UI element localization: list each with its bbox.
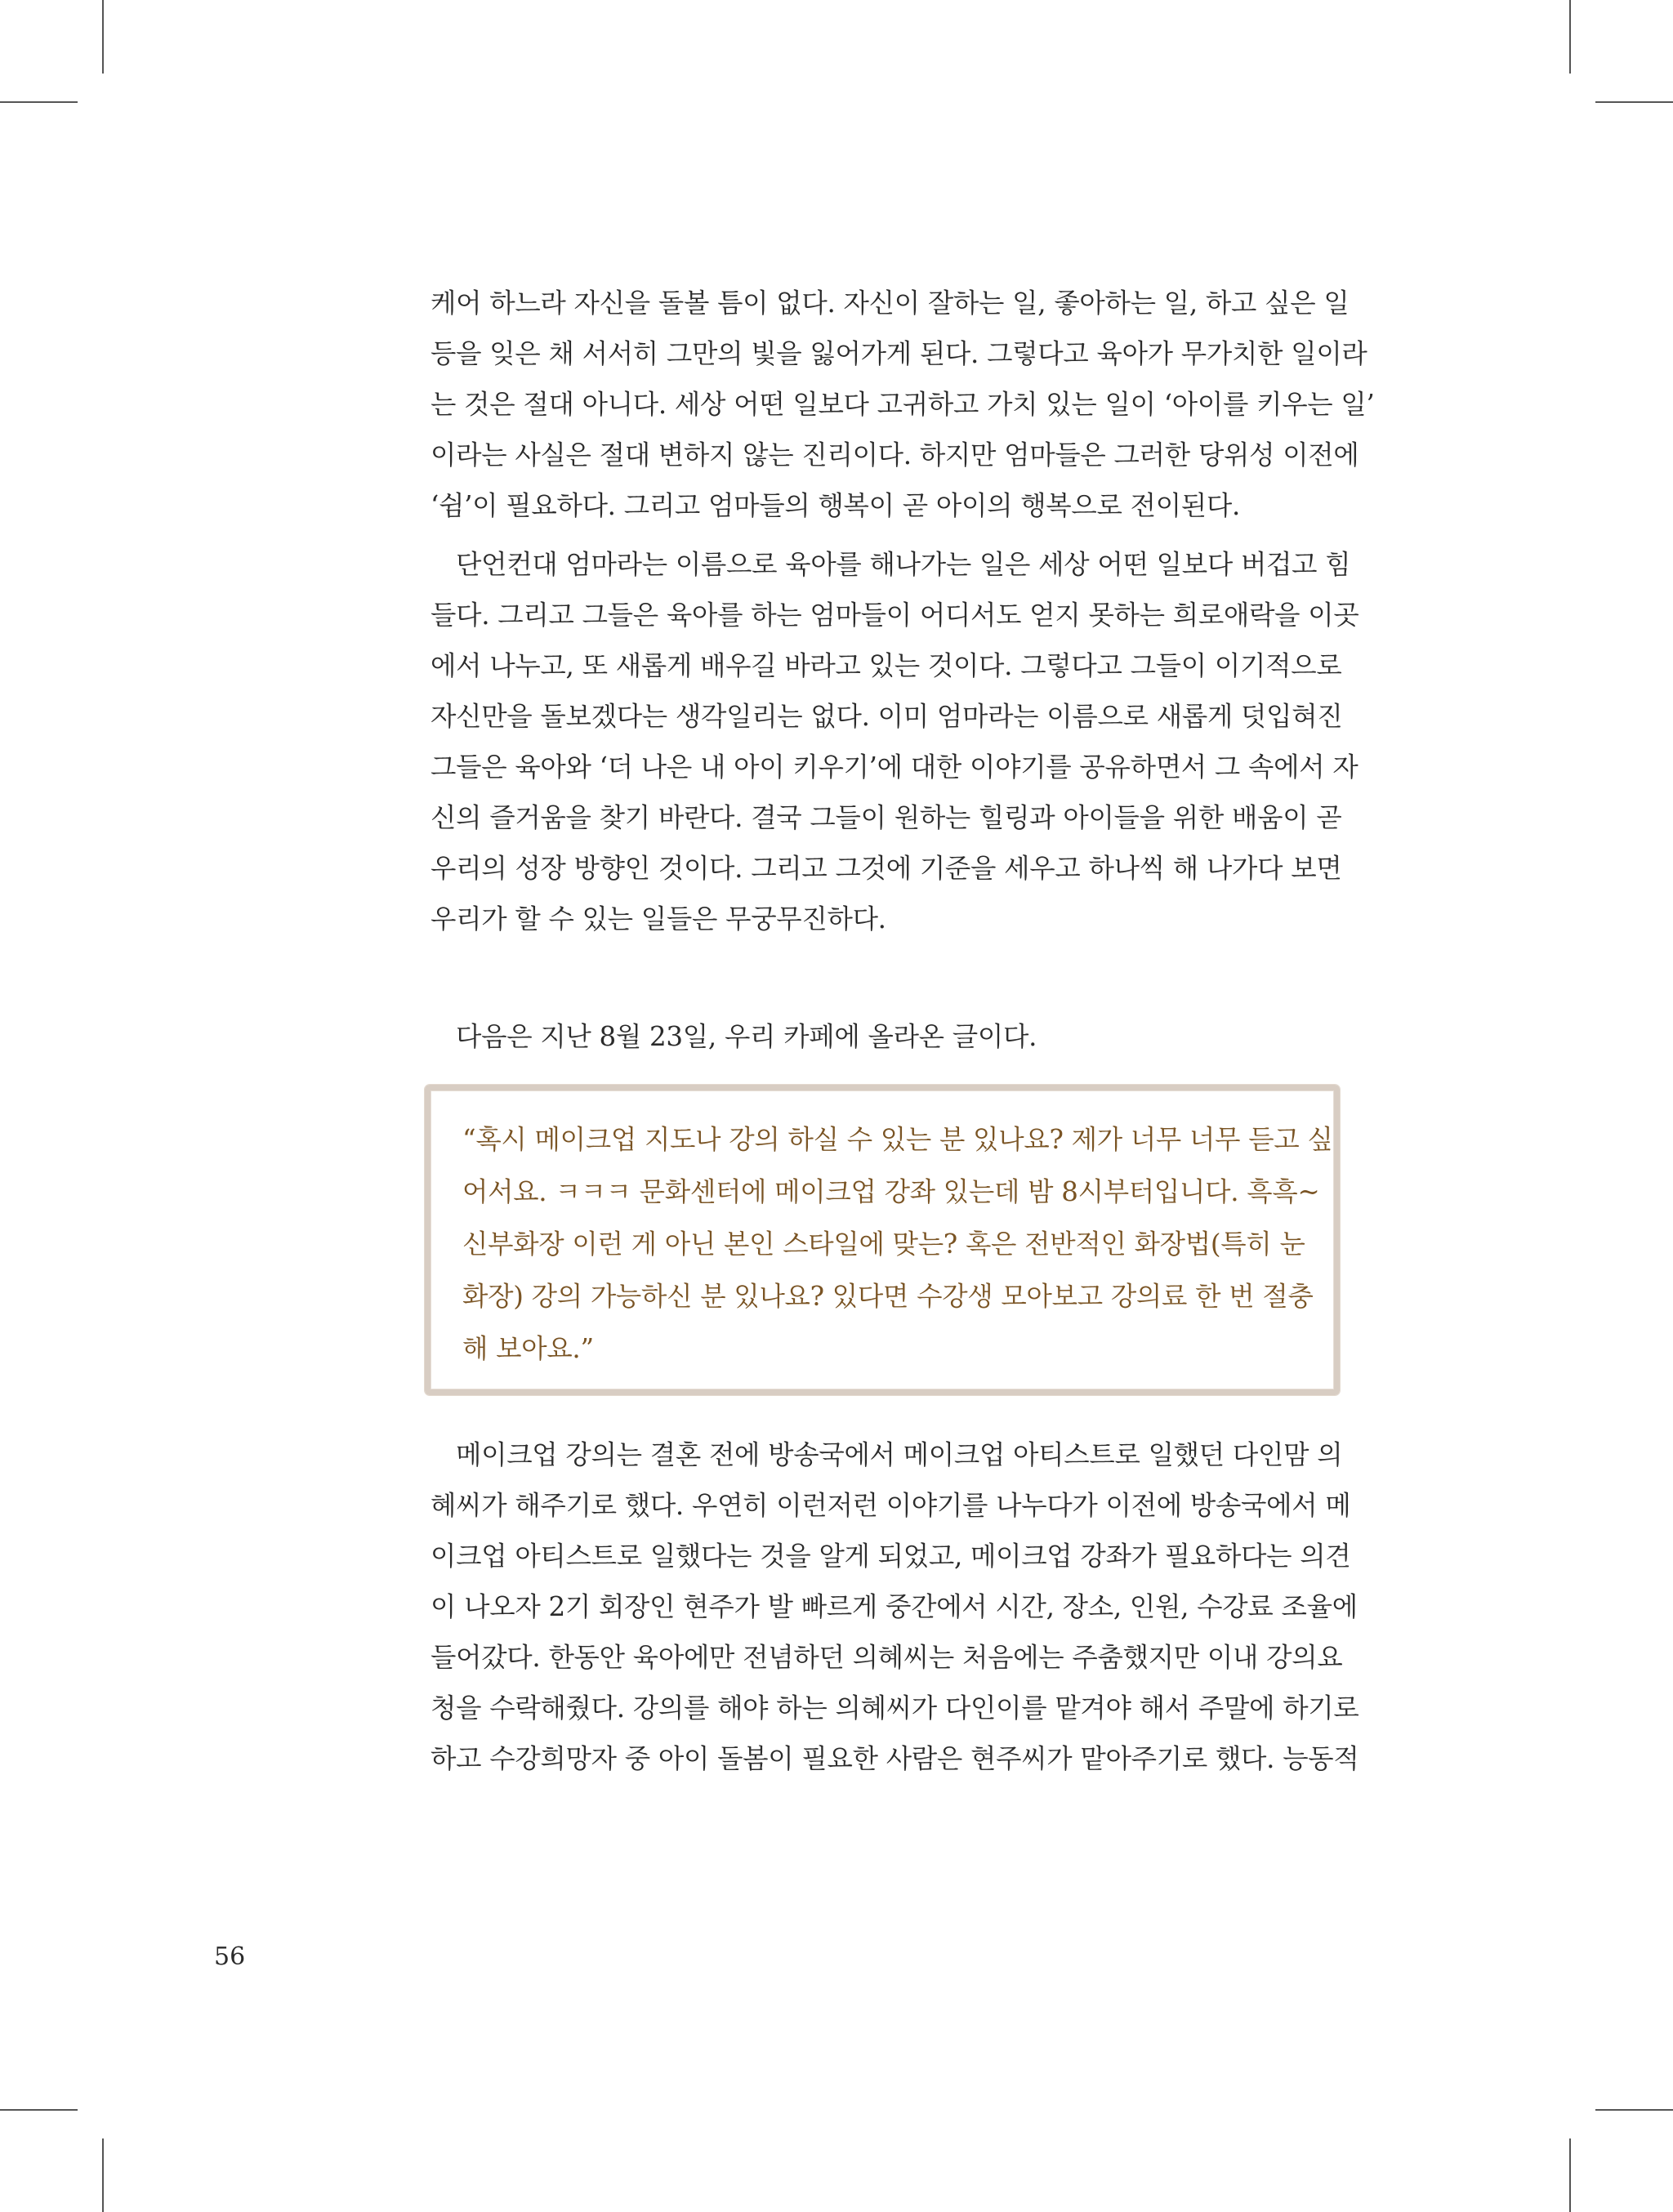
quote-line: 해 보아요.” bbox=[462, 1333, 594, 1364]
crop-mark-bottom-right-horizontal bbox=[1595, 2109, 1673, 2111]
text-line: 자신만을 돌보겠다는 생각일리는 없다. 이미 엄마라는 이름으로 새롭게 덧입혀진 bbox=[431, 701, 1343, 732]
text-line: 혜씨가 해주기로 했다. 우연히 이런저런 이야기를 나누다가 이전에 방송국에서 메 bbox=[431, 1490, 1351, 1521]
crop-mark-top-right-horizontal bbox=[1595, 101, 1673, 103]
text-line: 는 것은 절대 아니다. 세상 어떤 일보다 고귀하고 가치 있는 일이 ‘아이를 키우는 일’ bbox=[431, 389, 1375, 420]
quote-line: “혹시 메이크업 지도나 강의 하실 수 있는 분 있나요? 제가 너무 너무 듣고 싶 bbox=[462, 1124, 1333, 1155]
text-line: 이크업 아티스트로 일했다는 것을 알게 되었고, 메이크업 강좌가 필요하다는 의견 bbox=[431, 1541, 1351, 1572]
crop-mark-bottom-right-vertical bbox=[1569, 2138, 1571, 2212]
text-line: 들다. 그리고 그들은 육아를 하는 엄마들이 어디서도 얻지 못하는 희로애락을 이곳 bbox=[431, 600, 1359, 631]
crop-mark-top-left-vertical bbox=[102, 0, 104, 74]
crop-mark-bottom-left-vertical bbox=[102, 2138, 104, 2212]
crop-mark-top-left-horizontal bbox=[0, 101, 78, 103]
page-number: 56 bbox=[214, 1942, 246, 1971]
quote-intro: 다음은 지난 8월 23일, 우리 카페에 올라온 글이다. bbox=[456, 1021, 1037, 1052]
text-line: 들어갔다. 한동안 육아에만 전념하던 의혜씨는 처음에는 주춤했지만 이내 강의요 bbox=[431, 1642, 1343, 1673]
text-line: 이 나오자 2기 회장인 현주가 발 빠르게 중간에서 시간, 장소, 인원, 수강료 조율에 bbox=[431, 1591, 1358, 1622]
quote-line: 화장) 강의 가능하신 분 있나요? 있다면 수강생 모아보고 강의료 한 번 절충 bbox=[462, 1281, 1314, 1312]
text-line: 이라는 사실은 절대 변하지 않는 진리이다. 하지만 엄마들은 그러한 당위성 이전에 bbox=[431, 439, 1359, 470]
text-line: ‘쉼’이 필요하다. 그리고 엄마들의 행복이 곧 아이의 행복으로 전이된다. bbox=[431, 490, 1241, 521]
text-line: 청을 수락해줬다. 강의를 해야 하는 의혜씨가 다인이를 맡겨야 해서 주말에 하기로 bbox=[431, 1692, 1359, 1724]
text-line: 신의 즐거움을 찾기 바란다. 결국 그들이 원하는 힐링과 아이들을 위한 배움이 곧 bbox=[431, 802, 1342, 833]
text-line: 메이크업 강의는 결혼 전에 방송국에서 메이크업 아티스트로 일했던 다인맘 의 bbox=[456, 1439, 1343, 1470]
text-line: 그들은 육아와 ‘더 나은 내 아이 키우기’에 대한 이야기를 공유하면서 그 속에서 자 bbox=[431, 751, 1358, 783]
crop-mark-top-right-vertical bbox=[1569, 0, 1571, 74]
text-line: 케어 하느라 자신을 돌볼 틈이 없다. 자신이 잘하는 일, 좋아하는 일, 하고 싶은 일 bbox=[431, 288, 1350, 319]
text-line: 에서 나누고, 또 새롭게 배우길 바라고 있는 것이다. 그렇다고 그들이 이기적으로 bbox=[431, 650, 1342, 681]
text-line: 단언컨대 엄마라는 이름으로 육아를 해나가는 일은 세상 어떤 일보다 버겁고 힘 bbox=[456, 549, 1351, 580]
text-line: 우리가 할 수 있는 일들은 무궁무진하다. bbox=[431, 903, 886, 934]
text-line: 하고 수강희망자 중 아이 돌봄이 필요한 사람은 현주씨가 맡아주기로 했다. 능동적 bbox=[431, 1743, 1359, 1774]
crop-mark-bottom-left-horizontal bbox=[0, 2109, 78, 2111]
quote-line: 신부화장 이런 게 아닌 본인 스타일에 맞는? 혹은 전반적인 화장법(특히 눈 bbox=[462, 1229, 1305, 1260]
text-line: 우리의 성장 방향인 것이다. 그리고 그것에 기준을 세우고 하나씩 해 나가다 보면 bbox=[431, 853, 1342, 884]
text-line: 등을 잊은 채 서서히 그만의 빛을 잃어가게 된다. 그렇다고 육아가 무가치한 일이라 bbox=[431, 338, 1367, 369]
quote-line: 어서요. ㅋㅋㅋ 문화센터에 메이크업 강좌 있는데 밤 8시부터입니다. 흑흑~ bbox=[462, 1176, 1320, 1207]
